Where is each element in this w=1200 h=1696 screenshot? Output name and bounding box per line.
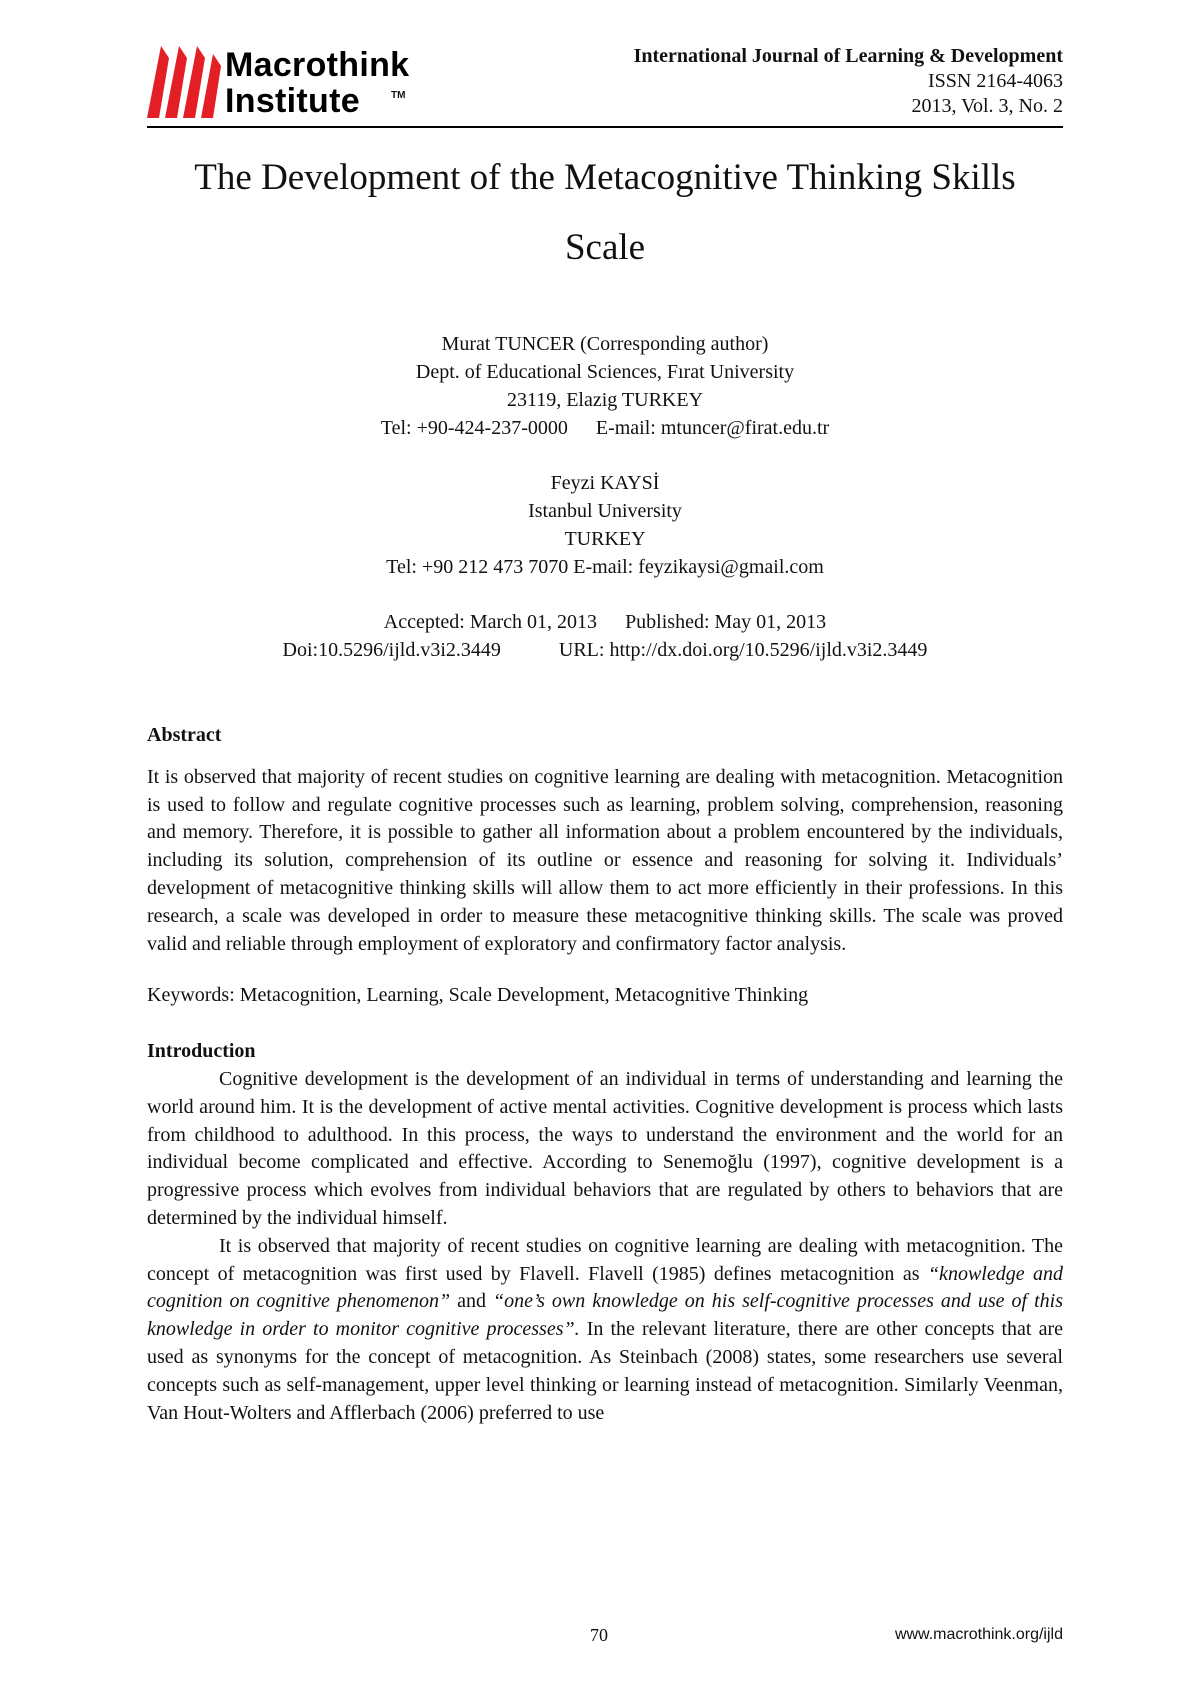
journal-info [634, 44, 1063, 119]
logo-text-line1: Macrothink [225, 46, 410, 84]
intro-paragraph-1: Cognitive development is the development of an individual in terms of understanding and learning the world around him. It is the development of active mental activities. Cognitive development is process which lasts from childhood to adulthood. In this process, the ways to understand the environment and the world for an individual become complicated and effective. According to Senemoğlu (1997), cognitive development is a progressive process which evolves from individual behaviors that are regulated by others to behaviors that are determined by the individual himself. [147, 1067, 1063, 1229]
author2-name: Feyzi KAYSİ [550, 472, 660, 494]
body-content [147, 722, 1063, 1427]
publication-dates [140, 608, 1070, 636]
paper-title [140, 143, 1070, 283]
title-line-1: The Development of the Metacognitive Thinking Skills [194, 157, 1016, 198]
intro-p2-part-c: In the relevant literature, there are other concepts that are used as synonyms for the concept of metacognition. As Steinbach (2008) states, some researchers use several concepts such as self-management, upper level thinking or learning instead of metacognition. Similarly Veenman, Van Hout-Wolters and Afflerbach (2006) preferred to use [147, 1318, 1063, 1424]
logo-trademark: TM [391, 90, 406, 101]
doi-line [140, 636, 1070, 664]
intro-paragraph-2 [147, 1233, 1063, 1428]
abstract-heading: Abstract [147, 724, 222, 746]
author1-email: E-mail: mtuncer@firat.edu.tr [595, 417, 830, 439]
journal-name: International Journal of Learning & Development [633, 45, 1063, 67]
abstract-text: It is observed that majority of recent studies on cognitive learning are dealing with metacognition. Metacognition is used to follow and regulate cognitive processes such as learning, problem solving, comprehension, reasoning and memory. Therefore, it is possible to gather all information about a problem encountered by the individuals, including its solution, comprehension of its outline or essence and reasoning for solving it. Individuals’ development of metacognitive thinking skills will allow them to act more efficiently in their professions. In this research, a scale was developed in order to measure these metacognitive thinking skills. The scale was proved valid and reliable through employment of exploratory and confirmatory factor analysis. [147, 765, 1063, 955]
journal-volume: 2013, Vol. 3, No. 2 [911, 95, 1063, 117]
author-block [140, 330, 1070, 664]
author1-tel: Tel: +90-424-237-0000 [380, 417, 568, 439]
author1-dept: Dept. of Educational Sciences, Fırat University [415, 361, 795, 383]
macrothink-logo [147, 46, 447, 118]
author1-name: Murat TUNCER (Corresponding author) [441, 333, 769, 355]
keywords: Keywords: Metacognition, Learning, Scale Development, Metacognitive Thinking [147, 984, 809, 1007]
intro-p2-part-b: and [450, 1290, 494, 1313]
page-number: 70 [590, 1625, 608, 1645]
introduction-heading: Introduction [147, 1040, 256, 1063]
author2-university: Istanbul University [528, 500, 682, 522]
title-line-2: Scale [564, 227, 646, 268]
published-date: Published: May 01, 2013 [625, 611, 827, 633]
page-header [147, 38, 1063, 130]
author1-contact [140, 414, 1070, 442]
journal-issn: ISSN 2164-4063 [927, 70, 1063, 92]
logo-mark-icon [147, 46, 221, 118]
author2-contact: Tel: +90 212 473 7070 E-mail: feyzikaysi@gmail.com [386, 556, 824, 578]
logo-text-line2: Institute [225, 82, 360, 120]
intro-p2-quote-2: “one’s own knowledge on his self-cognitive processes and use of this knowledge in order to monitor cognitive processes”. [147, 1290, 1063, 1341]
doi-url-link[interactable]: URL: http://dx.doi.org/10.5296/ijld.v3i2.3449 [558, 639, 928, 661]
accepted-date: Accepted: March 01, 2013 [383, 611, 598, 633]
author2-country: TURKEY [564, 528, 646, 550]
footer-url-link[interactable]: www.macrothink.org/ijld [894, 1626, 1063, 1643]
intro-p2-quote-1: “knowledge and cognition on cognitive phenomenon” [147, 1262, 1064, 1313]
doi: Doi:10.5296/ijld.v3i2.3449 [282, 639, 501, 661]
intro-p2-part-a: It is observed that majority of recent studies on cognitive learning are dealing with metacognition. The concept of metacognition was first used by Flavell. Flavell (1985) defines metacognition as [147, 1234, 1063, 1285]
author1-address: 23119, Elazig TURKEY [506, 389, 704, 411]
header-divider [147, 126, 1063, 128]
